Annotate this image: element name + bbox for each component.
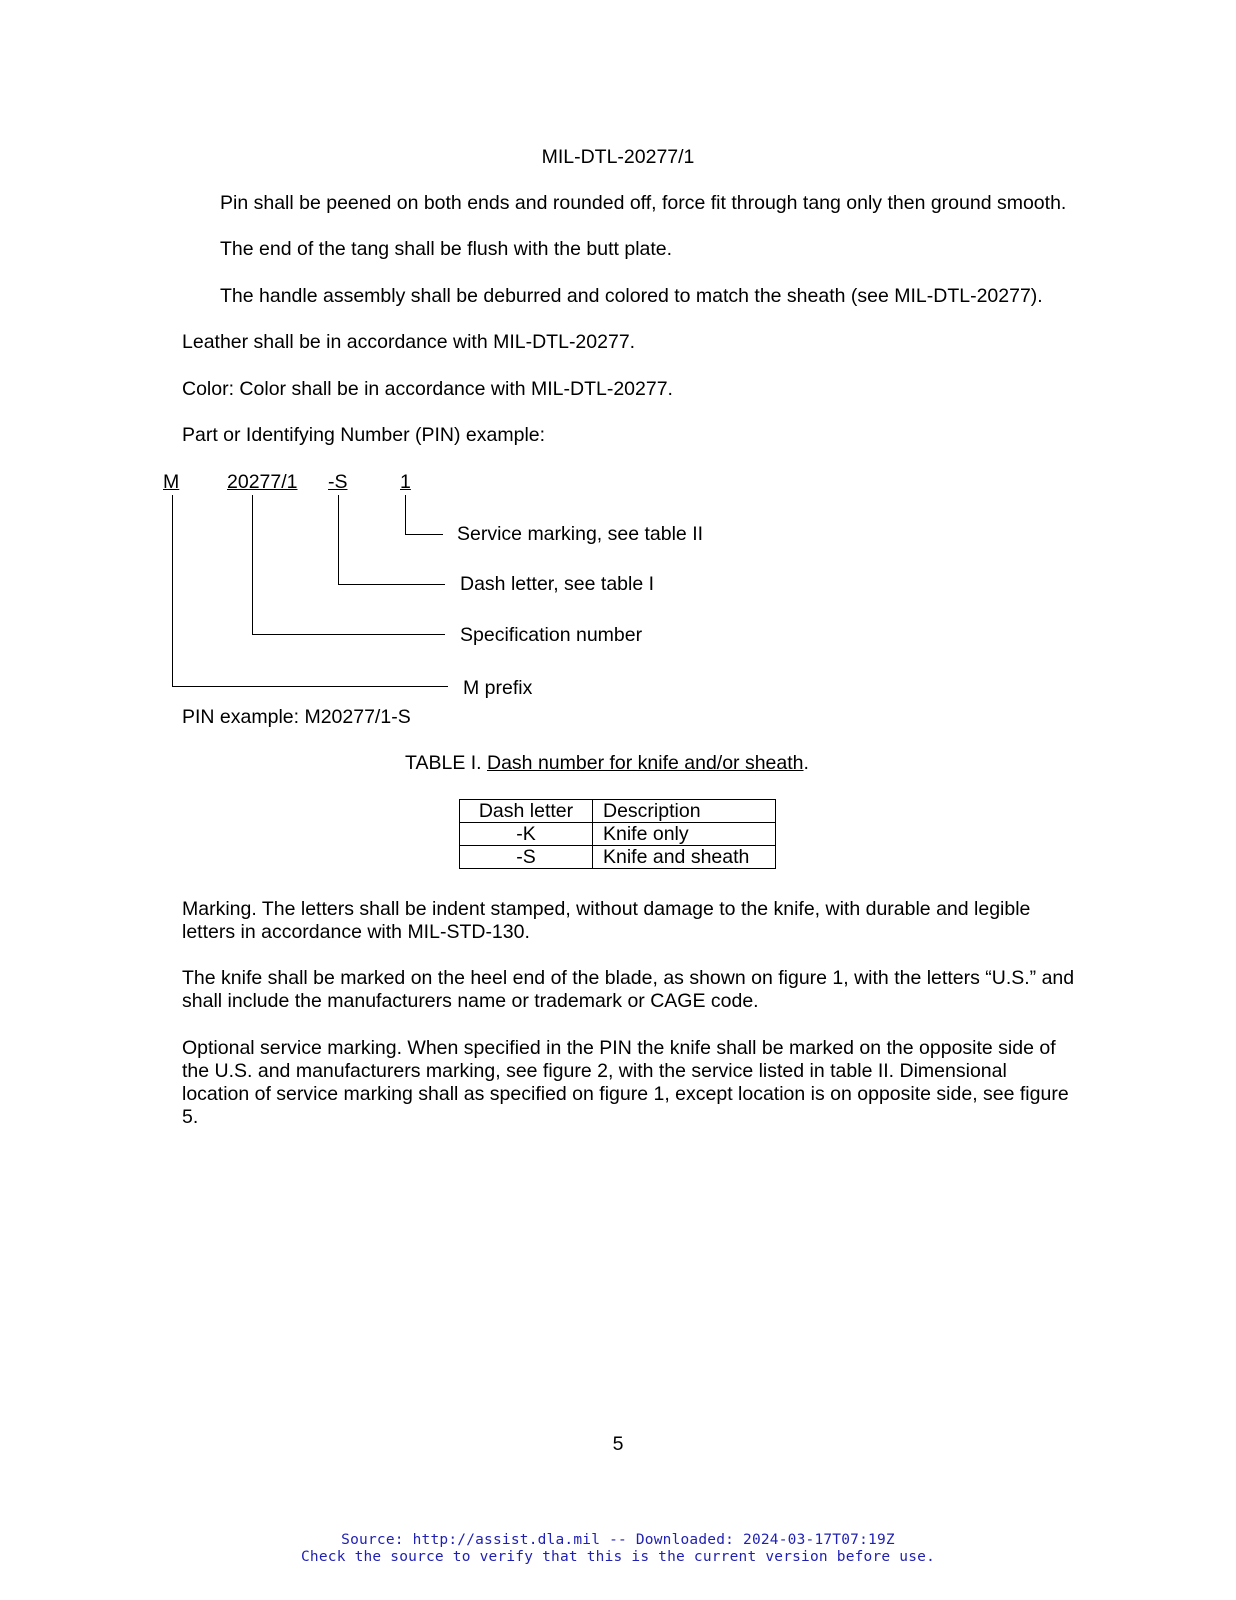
pin-part-prefix: M	[163, 471, 180, 493]
handle-assembly-paragraph: The handle assembly shall be deburred and colored to match the sheath (see MIL-DTL-20277).	[220, 285, 1043, 307]
table-cell: Knife only	[593, 823, 776, 846]
leather-paragraph: Leather shall be in accordance with MIL-DTL-20277.	[182, 331, 636, 353]
prefix-leader-horizontal	[172, 686, 448, 687]
table-cell: -S	[460, 846, 593, 869]
pin-part-dash-letter: -S	[328, 471, 348, 493]
table-header-cell: Description	[593, 800, 776, 823]
tang-flush-paragraph: The end of the tang shall be flush with the butt plate.	[220, 238, 673, 260]
table-row	[460, 823, 776, 846]
pin-intro-paragraph: Part or Identifying Number (PIN) example:	[182, 424, 546, 446]
dash-letter-label: Dash letter, see table I	[460, 573, 655, 595]
table-caption	[405, 752, 809, 775]
table-caption-prefix: TABLE I.	[405, 752, 487, 774]
service-leader-vertical	[405, 495, 406, 534]
dash-leader-horizontal	[338, 584, 445, 585]
knife-marked-paragraph: The knife shall be marked on the heel end of the blade, as shown on figure 1, with the letters “U.S.” and shall include the manufacturers name or trademark or CAGE code.	[182, 967, 1075, 1012]
source-footer-line-2: Check the source to verify that this is the current version before use.	[300, 1549, 935, 1565]
spec-leader-vertical	[252, 495, 253, 634]
pin-part-spec-number: 20277/1	[227, 471, 298, 493]
table-cell: -K	[460, 823, 593, 846]
pin-peened-paragraph: Pin shall be peened on both ends and rounded off, force fit through tang only then ground smooth.	[220, 192, 1067, 214]
spec-number-label: Specification number	[460, 624, 643, 646]
color-paragraph: Color: Color shall be in accordance with MIL-DTL-20277.	[182, 378, 673, 400]
marking-paragraph: Marking. The letters shall be indent stamped, without damage to the knife, with durable and legible letters in accordance with MIL-STD-130.	[182, 898, 1031, 943]
spec-leader-horizontal	[252, 634, 445, 635]
prefix-leader-vertical	[172, 495, 173, 686]
table-caption-suffix: .	[803, 752, 809, 774]
table-caption-title: Dash number for knife and/or sheath	[487, 752, 804, 774]
pin-example: PIN example: M20277/1-S	[182, 706, 411, 728]
table-header-row	[460, 800, 776, 823]
table-cell: Knife and sheath	[593, 846, 776, 869]
page-number: 5	[612, 1433, 624, 1455]
source-footer-line-1: Source: http://assist.dla.mil -- Downloaded: 2024-03-17T07:19Z	[341, 1532, 895, 1548]
dash-leader-vertical	[338, 495, 339, 584]
service-leader-horizontal	[405, 534, 443, 535]
table-row	[460, 846, 776, 869]
pin-part-service: 1	[400, 471, 411, 493]
service-marking-label: Service marking, see table II	[457, 523, 704, 545]
optional-service-paragraph: Optional service marking. When specified in the PIN the knife shall be marked on the opposite side of the U.S. and manufacturers marking, see figure 2, with the service listed in table II. Dimensional location of service marking shall as specified on figure 1, except location is on opposite side, see figure 5.	[182, 1037, 1069, 1128]
m-prefix-label: M prefix	[463, 677, 533, 699]
dash-number-table	[459, 799, 776, 869]
table-header-cell: Dash letter	[460, 800, 593, 823]
document-id-header: MIL-DTL-20277/1	[541, 146, 695, 168]
